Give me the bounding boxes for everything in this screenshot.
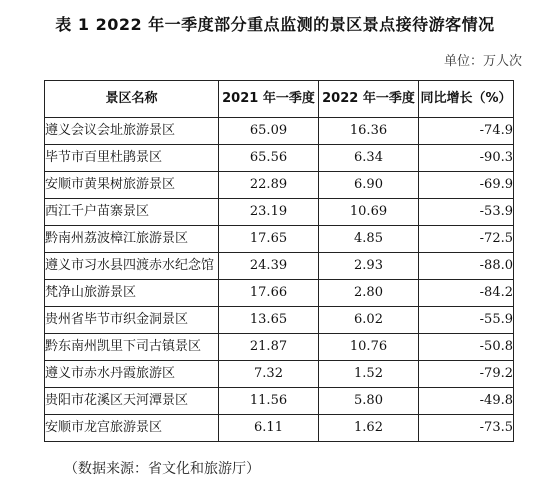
cell-yoy-growth: -53.9	[419, 199, 514, 226]
cell-yoy-growth: -79.2	[419, 361, 514, 388]
cell-scenic-name: 遵义会议会址旅游景区	[45, 118, 219, 145]
cell-2022-q1: 10.69	[319, 199, 419, 226]
cell-yoy-growth: -49.8	[419, 388, 514, 415]
header-2021-q1: 2021 年一季度	[219, 81, 319, 118]
cell-scenic-name: 黔南州荔波樟江旅游景区	[45, 226, 219, 253]
table-row	[45, 172, 514, 199]
cell-yoy-growth: -88.0	[419, 253, 514, 280]
table-row	[45, 145, 514, 172]
cell-2021-q1: 23.19	[219, 199, 319, 226]
cell-scenic-name: 黔东南州凯里下司古镇景区	[45, 334, 219, 361]
cell-scenic-name: 西江千户苗寨景区	[45, 199, 219, 226]
header-2022-q1: 2022 年一季度	[319, 81, 419, 118]
cell-2021-q1: 11.56	[219, 388, 319, 415]
table-row	[45, 334, 514, 361]
header-scenic-name: 景区名称	[45, 81, 219, 118]
cell-yoy-growth: -90.3	[419, 145, 514, 172]
cell-2022-q1: 1.62	[319, 415, 419, 442]
cell-2021-q1: 17.65	[219, 226, 319, 253]
table-row	[45, 280, 514, 307]
cell-scenic-name: 遵义市习水县四渡赤水纪念馆	[45, 253, 219, 280]
cell-2021-q1: 24.39	[219, 253, 319, 280]
cell-2022-q1: 2.93	[319, 253, 419, 280]
cell-2022-q1: 10.76	[319, 334, 419, 361]
cell-scenic-name: 安顺市黄果树旅游景区	[45, 172, 219, 199]
table-row	[45, 415, 514, 442]
cell-2021-q1: 13.65	[219, 307, 319, 334]
cell-2021-q1: 17.66	[219, 280, 319, 307]
table-body	[45, 118, 514, 442]
table-row	[45, 388, 514, 415]
cell-2022-q1: 4.85	[319, 226, 419, 253]
cell-scenic-name: 遵义市赤水丹霞旅游区	[45, 361, 219, 388]
cell-2022-q1: 1.52	[319, 361, 419, 388]
cell-yoy-growth: -84.2	[419, 280, 514, 307]
cell-2021-q1: 22.89	[219, 172, 319, 199]
table-row	[45, 199, 514, 226]
header-yoy-growth: 同比增长（%）	[419, 81, 514, 118]
cell-2021-q1: 7.32	[219, 361, 319, 388]
table-row	[45, 226, 514, 253]
cell-2022-q1: 5.80	[319, 388, 419, 415]
cell-scenic-name: 安顺市龙宫旅游景区	[45, 415, 219, 442]
table-row	[45, 253, 514, 280]
cell-2021-q1: 6.11	[219, 415, 319, 442]
cell-yoy-growth: -50.8	[419, 334, 514, 361]
cell-2022-q1: 16.36	[319, 118, 419, 145]
table-row	[45, 361, 514, 388]
cell-scenic-name: 贵州省毕节市织金洞景区	[45, 307, 219, 334]
table-row	[45, 118, 514, 145]
cell-2022-q1: 6.02	[319, 307, 419, 334]
cell-yoy-growth: -69.9	[419, 172, 514, 199]
cell-2022-q1: 2.80	[319, 280, 419, 307]
cell-yoy-growth: -74.9	[419, 118, 514, 145]
unit-label: 单位：万人次	[443, 54, 522, 69]
cell-2021-q1: 65.09	[219, 118, 319, 145]
cell-scenic-name: 贵阳市花溪区天河潭景区	[45, 388, 219, 415]
document-title: 表 1 2022 年一季度部分重点监测的景区景点接待游客情况	[55, 15, 495, 34]
cell-yoy-growth: -55.9	[419, 307, 514, 334]
data-source-note: （数据来源：省文化和旅游厅）	[64, 461, 260, 477]
cell-yoy-growth: -72.5	[419, 226, 514, 253]
cell-2021-q1: 65.56	[219, 145, 319, 172]
cell-2022-q1: 6.34	[319, 145, 419, 172]
cell-scenic-name: 毕节市百里杜鹃景区	[45, 145, 219, 172]
table-header-row	[45, 81, 514, 118]
cell-2022-q1: 6.90	[319, 172, 419, 199]
cell-yoy-growth: -73.5	[419, 415, 514, 442]
cell-scenic-name: 梵净山旅游景区	[45, 280, 219, 307]
cell-2021-q1: 21.87	[219, 334, 319, 361]
data-table	[44, 80, 514, 442]
table-row	[45, 307, 514, 334]
